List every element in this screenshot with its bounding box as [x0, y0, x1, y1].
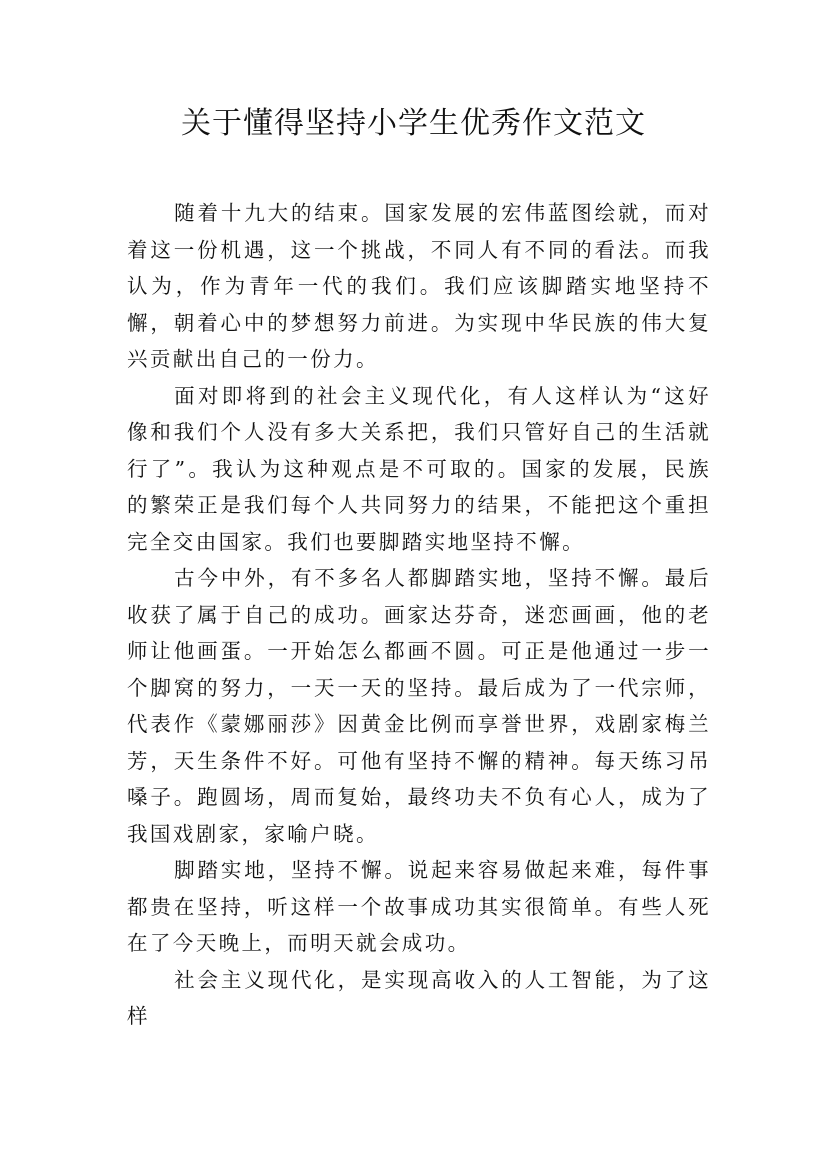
- paragraph: 随着十九大的结束。国家发展的宏伟蓝图绘就，而对着这一份机遇，这一个挑战，不同人有不同的看法。而我认为，作为青年一代的我们。我们应该脚踏实地坚持不懈，朝着心中的梦想努力前进。为实现中华民族的伟大复兴贡献出自己的一份力。: [127, 201, 711, 371]
- paragraph: 古今中外，有不多名人都脚踏实地，坚持不懈。最后收获了属于自己的成功。画家达芬奇，迷恋画画，他的老师让他画蛋。一开始怎么都画不圆。可正是他通过一步一个脚窝的努力，一天一天的坚持。最后成为了一代宗师，代表作《蒙娜丽莎》因黄金比例而享誉世界，戏剧家梅兰芳，天生条件不好。可他有坚持不懈的精神。每天练习吊嗓子。跑圆场，周而复始，最终功夫不负有心人，成为了我国戏剧家，家喻户晓。: [127, 566, 711, 846]
- paragraph: 面对即将到的社会主义现代化，有人这样认为“这好像和我们个人没有多大关系把，我们只管好自己的生活就行了”。我认为这种观点是不可取的。国家的发展，民族的繁荣正是我们每个人共同努力的结果，不能把这个重担完全交由国家。我们也要脚踏实地坚持不懈。: [127, 383, 711, 554]
- paragraph: 脚踏实地，坚持不懈。说起来容易做起来难，每件事都贵在坚持，听这样一个故事成功其实很简单。有些人死在了今天晚上，而明天就会成功。: [127, 858, 711, 955]
- document-body: [127, 195, 711, 1035]
- paragraph: 社会主义现代化，是实现高收入的人工智能，为了这样: [127, 967, 711, 1028]
- document-title: 关于懂得坚持小学生优秀作文范文: [181, 106, 646, 141]
